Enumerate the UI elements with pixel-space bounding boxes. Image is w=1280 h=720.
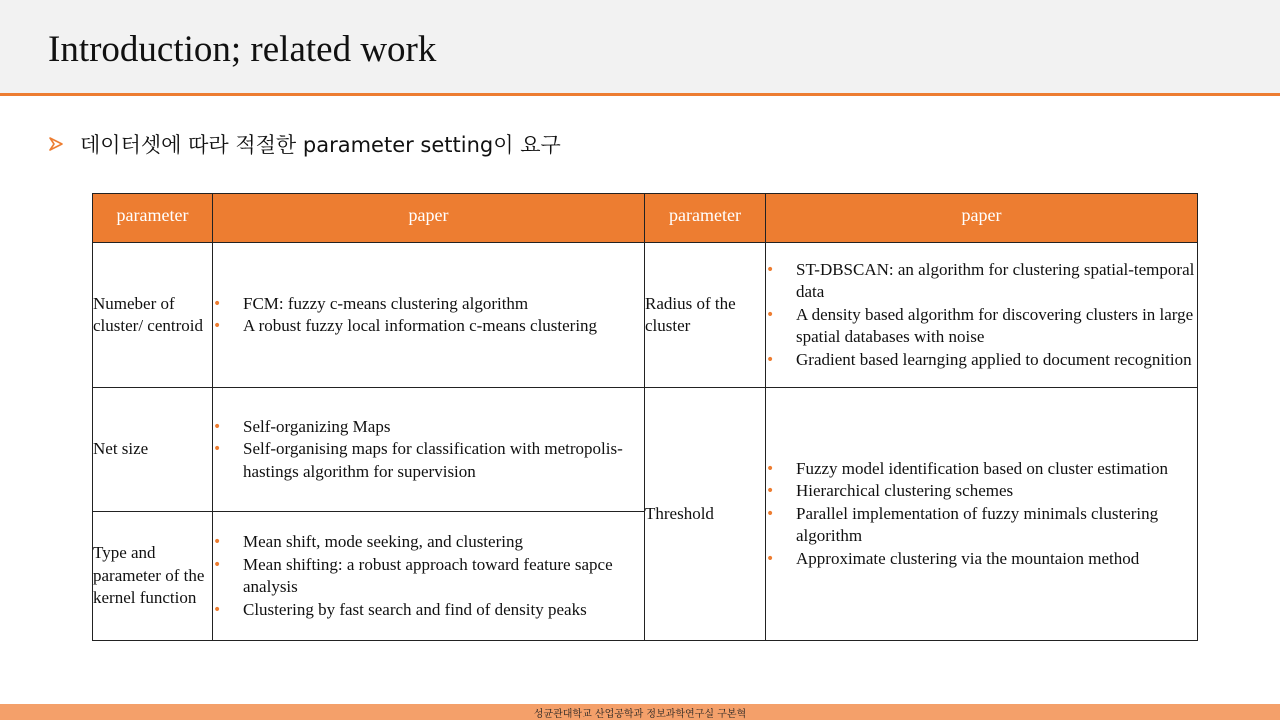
footer-text: 성균관대학교 산업공학과 정보과학연구실 구본혁 bbox=[533, 708, 747, 720]
orange-arrowhead-icon bbox=[48, 136, 64, 152]
slide-header bbox=[0, 0, 1280, 93]
paper-list bbox=[213, 416, 644, 484]
paper-item: • Self-organising maps for classification with metropolis-hastings algorithm for supervision bbox=[213, 438, 644, 483]
paper-list bbox=[766, 458, 1197, 571]
paper-item: • Mean shifting: a robust approach toward feature sapce analysis bbox=[213, 554, 644, 599]
paper-item: • Gradient based learnging applied to document recognition bbox=[766, 349, 1197, 372]
papers-cell bbox=[213, 243, 645, 388]
parameter-cell: Threshold bbox=[645, 388, 766, 641]
paper-item: • A robust fuzzy local information c-means clustering bbox=[213, 315, 644, 338]
paper-item: • Approximate clustering via the mountaion method bbox=[766, 548, 1197, 571]
header-divider bbox=[0, 93, 1280, 96]
paper-item: • Fuzzy model identification based on cluster estimation bbox=[766, 458, 1197, 481]
intro-bullet-text: 데이터셋에 따라 적절한 parameter setting이 요구 bbox=[80, 133, 561, 157]
paper-item: • Hierarchical clustering schemes bbox=[766, 480, 1197, 503]
slide-footer bbox=[0, 704, 1280, 720]
parameter-cell: Numeber of cluster/ centroid bbox=[93, 243, 213, 388]
column-header-paper: paper bbox=[766, 194, 1198, 243]
parameter-cell: Type and parameter of the kernel function bbox=[93, 512, 213, 641]
paper-item: • Clustering by fast search and find of density peaks bbox=[213, 599, 644, 622]
column-header-paper: paper bbox=[213, 194, 645, 243]
paper-item: • A density based algorithm for discovering clusters in large spatial databases with noise bbox=[766, 304, 1197, 349]
paper-list bbox=[766, 259, 1197, 372]
paper-item: • ST-DBSCAN: an algorithm for clustering spatial-temporal data bbox=[766, 259, 1197, 304]
related-work-table bbox=[92, 193, 1198, 641]
papers-cell bbox=[766, 388, 1198, 641]
column-header-parameter: parameter bbox=[93, 194, 213, 243]
paper-item: • Parallel implementation of fuzzy minimals clustering algorithm bbox=[766, 503, 1197, 548]
slide-title: Introduction; related work bbox=[48, 29, 437, 70]
papers-cell bbox=[766, 243, 1198, 388]
table-row bbox=[93, 388, 1198, 512]
table-row bbox=[93, 243, 1198, 388]
paper-item: • Mean shift, mode seeking, and clustering bbox=[213, 531, 644, 554]
paper-item: • Self-organizing Maps bbox=[213, 416, 644, 439]
column-header-parameter: parameter bbox=[645, 194, 766, 243]
paper-item: • FCM: fuzzy c-means clustering algorithm bbox=[213, 293, 644, 316]
papers-cell bbox=[213, 512, 645, 641]
parameter-cell: Net size bbox=[93, 388, 213, 512]
paper-list bbox=[213, 293, 644, 338]
table-header-row bbox=[93, 194, 1198, 243]
papers-cell bbox=[213, 388, 645, 512]
parameter-cell: Radius of the cluster bbox=[645, 243, 766, 388]
intro-bullet bbox=[48, 126, 561, 162]
paper-list bbox=[213, 531, 644, 621]
